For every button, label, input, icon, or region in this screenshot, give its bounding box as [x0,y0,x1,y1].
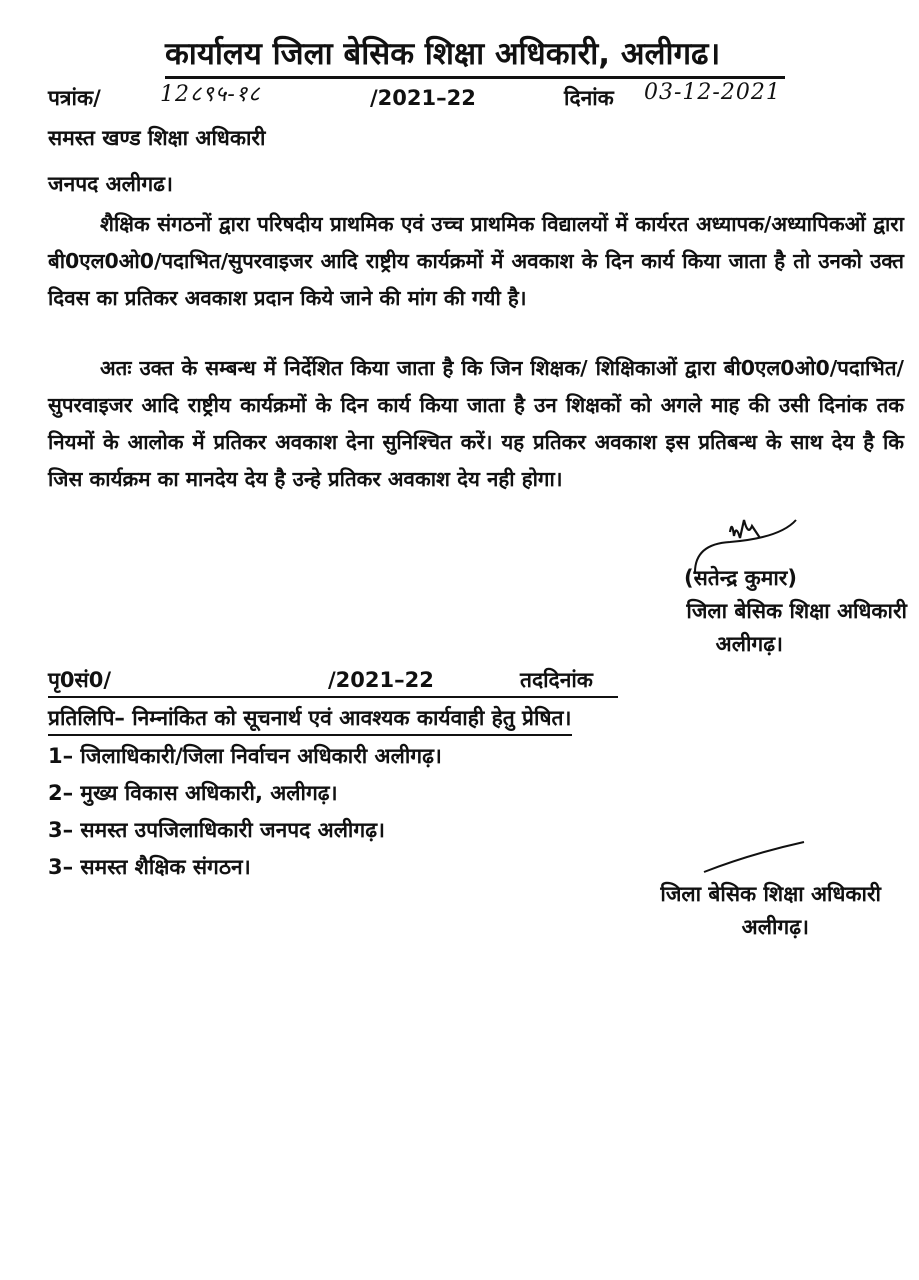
date-label: दिनांक [564,86,614,110]
office-title: कार्यालय जिला बेसिक शिक्षा अधिकारी, अलीगढ। [165,34,785,79]
reference-label: पत्रांक/ [48,86,101,110]
list-item: 3– समस्त उपजिलाधिकारी जनपद अलीगढ़। [48,818,385,842]
signatory-name: (सतेन्द्र कुमार) [683,566,797,590]
copy-recipient-list [48,738,442,886]
signatory-designation: जिला बेसिक शिक्षा अधिकारी [686,599,907,623]
copy-heading: प्रतिलिपि– निम्नांकित को सूचनार्थ एवं आवश्यक कार्यवाही हेतु प्रेषित। [48,702,572,736]
list-item: 1– जिलाधिकारी/जिला निर्वाचन अधिकारी अलीगढ़। [48,744,442,768]
signature-block-1 [684,562,907,661]
divider-line [48,696,618,698]
addressee-line1: समस्त खण्ड शिक्षा अधिकारी [48,126,266,150]
signatory-designation-2: जिला बेसिक शिक्षा अधिकारी [660,882,881,906]
list-item: 2– मुख्य विकास अधिकारी, अलीगढ़। [48,781,338,805]
signature-stroke [700,838,810,878]
signatory-place: अलीगढ़। [715,632,783,656]
reference-number: 12८९५-१८ [160,82,261,107]
reference-year: /2021–22 [370,86,476,110]
date-value: 03-12-2021 [644,80,781,105]
addressee-line2: जनपद अलीगढ। [48,172,173,196]
copy-date-label: तददिनांक [520,668,593,692]
copy-reference-label: पृ0सं0/ [48,668,112,692]
body-paragraph-2: अतः उक्त के सम्बन्ध में निर्देशित किया जाता है कि जिन शिक्षक/ शिक्षिकाओं द्वारा बी0एल0ओ0/पदाभित/सुपरवाइजर आदि राष्ट्रीय कार्यक्रमों के दिन कार्य किया जाता है उन शिक्षकों को अगले माह की उसी दिनांक तक नियमों के आलोक में प्रतिकर अवकाश देना सुनिश्चित करें। यह प्रतिकर अवकाश इस प्रतिबन्ध के साथ देय है कि जिस कार्यक्रम का मानदेय देय है उन्हे प्रतिकर अवकाश देय नही होगा। [48,356,904,491]
signatory-place-2: अलीगढ़। [741,915,809,939]
body-paragraph-1: शैक्षिक संगठनों द्वारा परिषदीय प्राथमिक एवं उच्च प्राथमिक विद्यालयों में कार्यरत अध्यापक/अध्यापिकओं द्वारा बी0एल0ओ0/पदाभित/सुपरवाइजर आदि राष्ट्रीय कार्यक्रमों में अवकाश के दिन कार्य किया जाता है तो उनको उक्त दिवस का प्रतिकर अवकाश प्रदान किये जाने की मांग की गयी है। [48,212,904,310]
list-item: 3– समस्त शैक्षिक संगठन। [48,855,251,879]
signature-block-2 [660,878,881,944]
copy-reference-year: /2021–22 [328,668,434,692]
